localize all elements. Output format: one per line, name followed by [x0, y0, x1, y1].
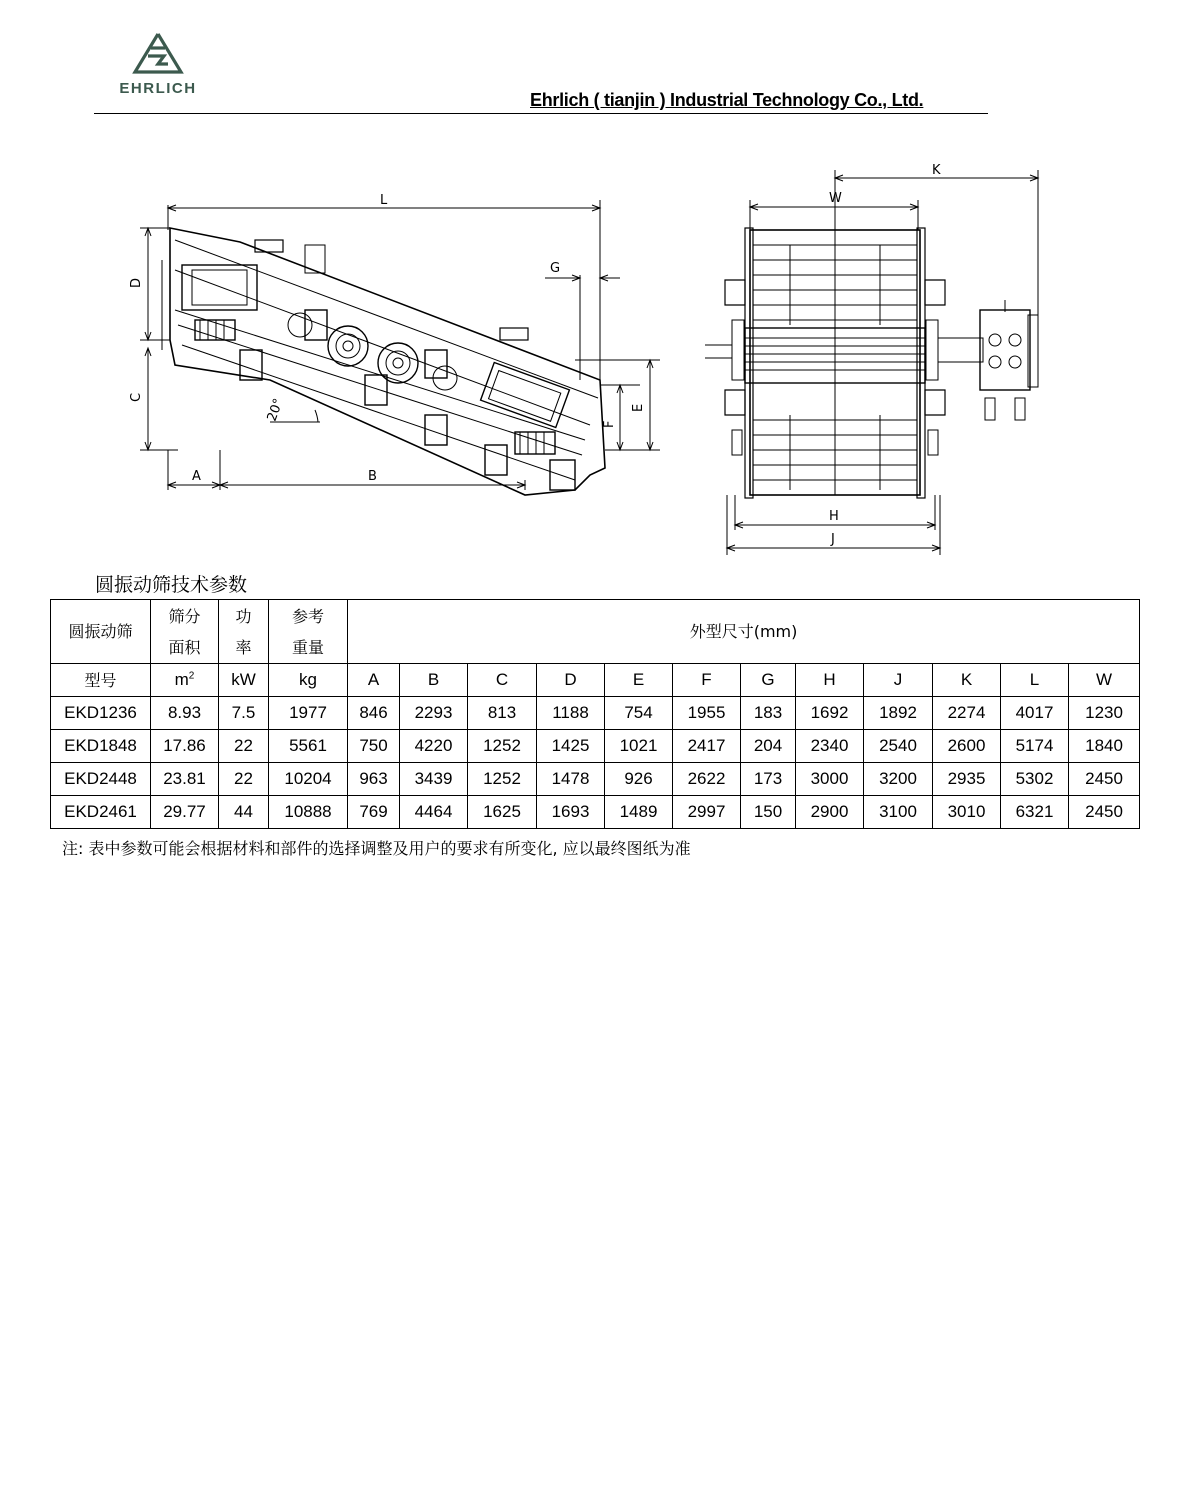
- value-cell: 3200: [864, 763, 933, 796]
- unit-weight: kg: [269, 664, 348, 697]
- dim-col: L: [1001, 664, 1069, 697]
- header-power-line1: 功: [235, 606, 252, 626]
- value-cell: 5302: [1001, 763, 1069, 796]
- dim-label-J: J: [831, 532, 835, 547]
- value-cell: 3100: [864, 796, 933, 829]
- value-cell: 1021: [605, 730, 673, 763]
- value-cell: 5174: [1001, 730, 1069, 763]
- value-cell: 2600: [933, 730, 1001, 763]
- header-area: [151, 600, 219, 664]
- table-row: [51, 697, 1140, 730]
- table-row: [51, 796, 1140, 829]
- dim-col: E: [605, 664, 673, 697]
- dim-label-A: A: [192, 469, 201, 484]
- value-cell: 1489: [605, 796, 673, 829]
- value-cell: 846: [348, 697, 400, 730]
- value-cell: 2417: [673, 730, 741, 763]
- dim-label-L: L: [380, 193, 388, 208]
- unit-power: kW: [219, 664, 269, 697]
- value-cell: 2935: [933, 763, 1001, 796]
- dim-label-K: K: [932, 163, 941, 178]
- company-logo: [108, 30, 208, 98]
- value-cell: 4220: [400, 730, 468, 763]
- value-cell: 3000: [796, 763, 864, 796]
- unit-area: [151, 664, 219, 697]
- value-cell: 1692: [796, 697, 864, 730]
- company-name: Ehrlich ( tianjin ) Industrial Technology Co., Ltd.: [530, 90, 924, 110]
- value-cell: 926: [605, 763, 673, 796]
- value-cell: 4464: [400, 796, 468, 829]
- dim-col: D: [537, 664, 605, 697]
- value-cell: 2293: [400, 697, 468, 730]
- value-cell: 22: [219, 763, 269, 796]
- value-cell: 173: [741, 763, 796, 796]
- dim-col: W: [1069, 664, 1140, 697]
- value-cell: 2340: [796, 730, 864, 763]
- value-cell: 44: [219, 796, 269, 829]
- value-cell: 813: [468, 697, 537, 730]
- header-dimensions: 外型尺寸(mm): [348, 600, 1140, 664]
- table-body: [51, 697, 1140, 829]
- model-cell: EKD1236: [51, 697, 151, 730]
- value-cell: 1625: [468, 796, 537, 829]
- header-power-line2: 率: [235, 637, 252, 657]
- end-view: [705, 170, 1038, 555]
- dim-col: G: [741, 664, 796, 697]
- dim-label-angle: 20°: [264, 396, 287, 424]
- header-model: 圆振动筛: [51, 600, 151, 664]
- value-cell: 2997: [673, 796, 741, 829]
- value-cell: 5561: [269, 730, 348, 763]
- value-cell: 1693: [537, 796, 605, 829]
- value-cell: 10204: [269, 763, 348, 796]
- value-cell: 2450: [1069, 796, 1140, 829]
- table-row: [51, 730, 1140, 763]
- value-cell: 750: [348, 730, 400, 763]
- value-cell: 1230: [1069, 697, 1140, 730]
- header-area-line2: 面积: [168, 637, 201, 657]
- value-cell: 10888: [269, 796, 348, 829]
- value-cell: 1478: [537, 763, 605, 796]
- value-cell: 2622: [673, 763, 741, 796]
- footnote: 注: 表中参数可能会根据材料和部件的选择调整及用户的要求有所变化, 应以最终图纸为准: [62, 839, 691, 858]
- dim-col: C: [468, 664, 537, 697]
- dim-label-D: D: [129, 277, 144, 288]
- dim-label-H: H: [829, 509, 839, 524]
- value-cell: 204: [741, 730, 796, 763]
- value-cell: 6321: [1001, 796, 1069, 829]
- value-cell: 4017: [1001, 697, 1069, 730]
- dim-col: K: [933, 664, 1001, 697]
- value-cell: 1252: [468, 730, 537, 763]
- value-cell: 23.81: [151, 763, 219, 796]
- unit-model: 型号: [51, 664, 151, 697]
- spec-table: [50, 599, 1140, 829]
- logo-mark-icon: [108, 30, 208, 80]
- unit-area-base: m: [174, 670, 189, 689]
- header-divider: [94, 113, 988, 114]
- dim-col: J: [864, 664, 933, 697]
- dim-label-C: C: [129, 392, 144, 402]
- value-cell: 29.77: [151, 796, 219, 829]
- value-cell: 3010: [933, 796, 1001, 829]
- dim-col: B: [400, 664, 468, 697]
- value-cell: 1955: [673, 697, 741, 730]
- table-units-row: [51, 664, 1140, 697]
- value-cell: 754: [605, 697, 673, 730]
- value-cell: 769: [348, 796, 400, 829]
- header-weight-line1: 参考: [291, 606, 324, 626]
- dim-label-G: G: [550, 261, 561, 276]
- logo-text: EHRLICH: [119, 80, 197, 97]
- value-cell: 1425: [537, 730, 605, 763]
- value-cell: 2540: [864, 730, 933, 763]
- value-cell: 1252: [468, 763, 537, 796]
- value-cell: 8.93: [151, 697, 219, 730]
- model-cell: EKD1848: [51, 730, 151, 763]
- value-cell: 1892: [864, 697, 933, 730]
- value-cell: 22: [219, 730, 269, 763]
- value-cell: 150: [741, 796, 796, 829]
- value-cell: 2450: [1069, 763, 1140, 796]
- header-area-line1: 筛分: [168, 606, 201, 626]
- dim-label-F: F: [602, 420, 617, 428]
- value-cell: 1840: [1069, 730, 1140, 763]
- value-cell: 3439: [400, 763, 468, 796]
- dim-label-E: E: [631, 403, 646, 412]
- dim-col: A: [348, 664, 400, 697]
- technical-drawing: [120, 150, 1060, 570]
- dim-col: F: [673, 664, 741, 697]
- dim-label-W: W: [829, 191, 842, 206]
- table-header-row: [51, 600, 1140, 664]
- value-cell: 2274: [933, 697, 1001, 730]
- value-cell: 1188: [537, 697, 605, 730]
- table-row: [51, 763, 1140, 796]
- dim-col: H: [796, 664, 864, 697]
- side-view: [140, 200, 660, 495]
- value-cell: 17.86: [151, 730, 219, 763]
- header-weight: [269, 600, 348, 664]
- value-cell: 2900: [796, 796, 864, 829]
- section-title: 圆振动筛技术参数: [95, 574, 248, 596]
- value-cell: 7.5: [219, 697, 269, 730]
- header-power: [219, 600, 269, 664]
- header-weight-line2: 重量: [291, 637, 324, 657]
- value-cell: 1977: [269, 697, 348, 730]
- dim-label-B: B: [368, 469, 377, 484]
- value-cell: 183: [741, 697, 796, 730]
- model-cell: EKD2448: [51, 763, 151, 796]
- unit-area-sup: 2: [188, 670, 195, 682]
- model-cell: EKD2461: [51, 796, 151, 829]
- value-cell: 963: [348, 763, 400, 796]
